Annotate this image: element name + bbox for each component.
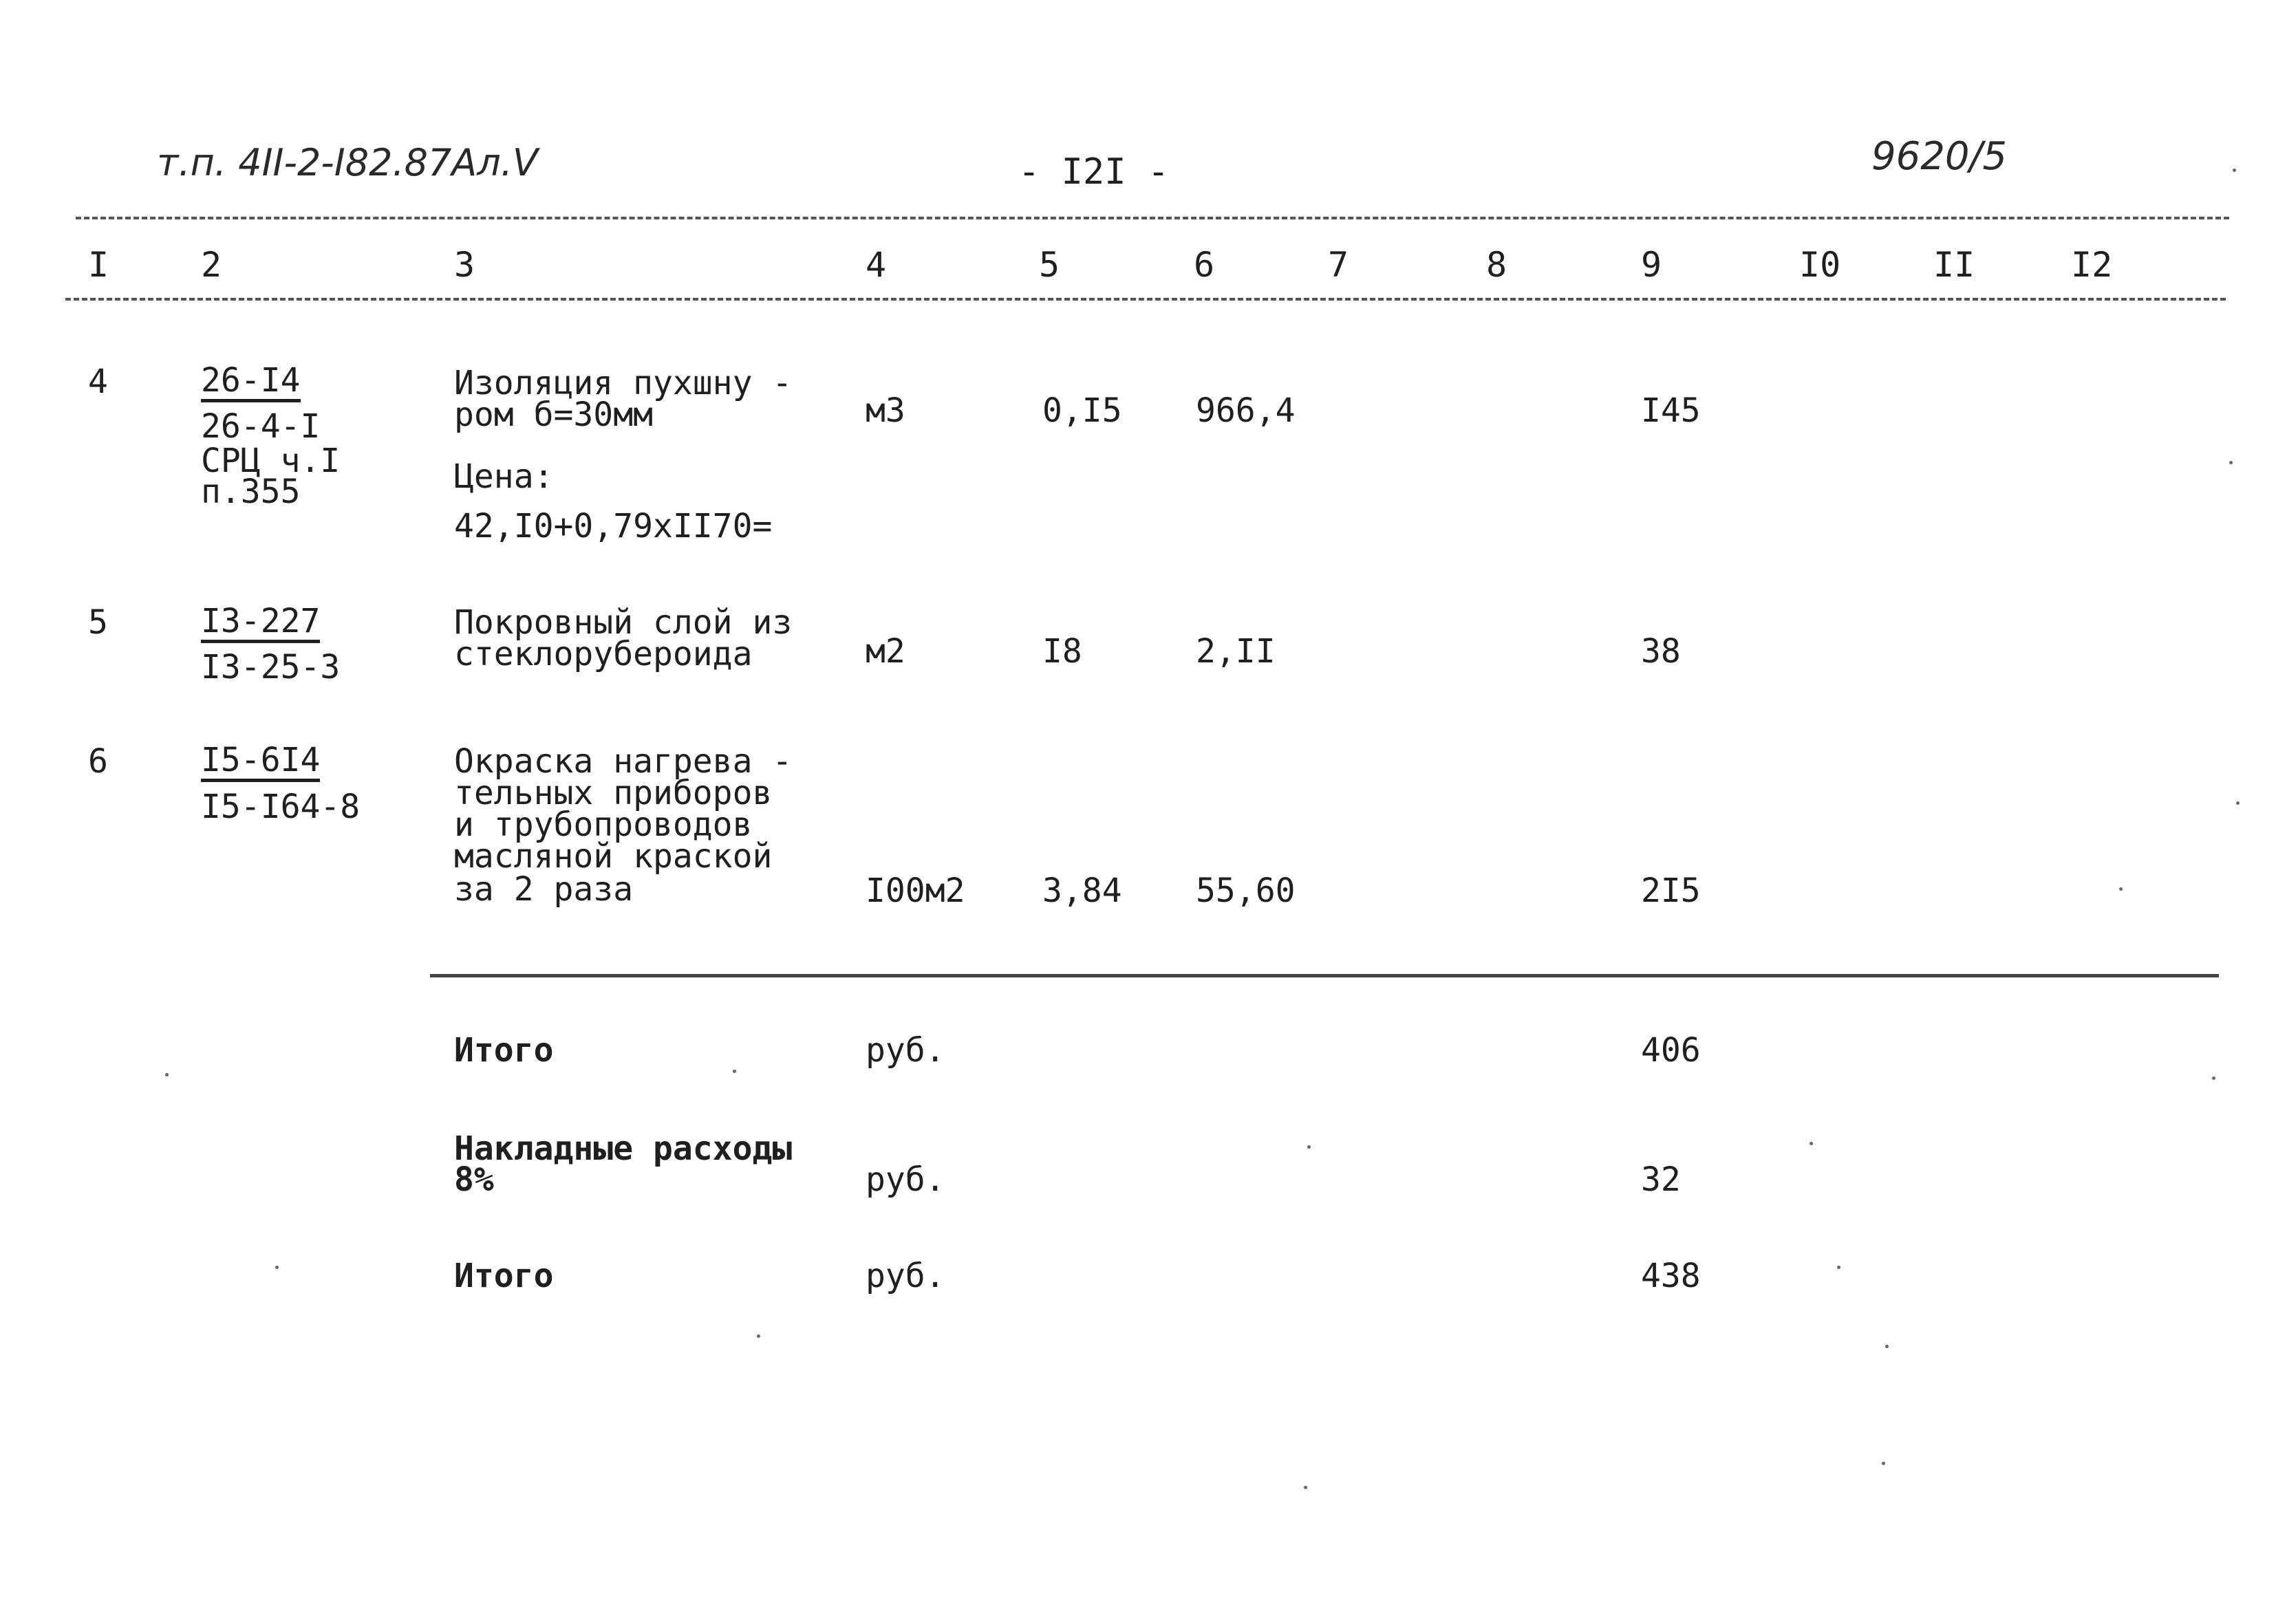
item-description-line: стеклорубероида xyxy=(454,635,753,673)
scan-speck xyxy=(1837,1266,1840,1269)
rate-reference-item: п.355 xyxy=(201,473,301,511)
column-header-8: 8 xyxy=(1486,245,1507,285)
column-header-1: I xyxy=(88,245,109,285)
totals-separator-rule xyxy=(430,974,2219,977)
item-description-line: ром б=30мм xyxy=(454,396,653,434)
summary-unit: руб. xyxy=(866,1257,945,1295)
header-bottom-rule xyxy=(65,298,2226,301)
row-number: 4 xyxy=(88,362,108,401)
scan-speck xyxy=(275,1266,279,1269)
item-description-line: за 2 раза xyxy=(454,870,634,909)
item-description-line: Изоляция пухшну - xyxy=(454,364,793,402)
quantity: 0,I5 xyxy=(1042,391,1122,430)
price-formula: 42,I0+0,79xII70= xyxy=(454,507,773,545)
item-description-line: тельных приборов xyxy=(454,774,773,812)
column-header-2: 2 xyxy=(201,245,222,285)
column-header-4: 4 xyxy=(866,245,887,285)
column-header-12: I2 xyxy=(2071,245,2113,285)
column-header-10: I0 xyxy=(1799,245,1841,285)
rate-code: I3-227 xyxy=(201,604,320,643)
quantity: I8 xyxy=(1042,632,1082,671)
total-cost: 2I5 xyxy=(1641,871,1701,910)
column-header-3: 3 xyxy=(454,245,475,285)
column-header-7: 7 xyxy=(1328,245,1349,285)
rate-code: 26-I4 xyxy=(201,363,301,402)
row-number: 5 xyxy=(88,603,108,642)
summary-label: Накладные расходы xyxy=(454,1129,793,1168)
document-code: т.п. 4II-2-I82.87Ал.V xyxy=(157,141,538,184)
column-header-5: 5 xyxy=(1039,245,1060,285)
total-cost: I45 xyxy=(1641,391,1701,430)
quantity: 3,84 xyxy=(1042,871,1122,910)
item-description-line: Покровный слой из xyxy=(454,603,793,642)
column-header-9: 9 xyxy=(1641,245,1662,285)
scan-speck xyxy=(1885,1345,1889,1348)
rate-code-secondary: I5-I64-8 xyxy=(201,788,361,826)
scan-speck xyxy=(757,1334,760,1338)
scan-speck xyxy=(1307,1145,1311,1149)
unit-price: 2,II xyxy=(1196,632,1276,671)
summary-label: Итого xyxy=(454,1031,554,1070)
scan-speck xyxy=(2233,169,2236,172)
row-number: 6 xyxy=(88,742,108,781)
unit: м2 xyxy=(866,632,905,671)
rate-code-secondary: I3-25-3 xyxy=(201,648,341,686)
summary-total: 406 xyxy=(1641,1031,1701,1070)
summary-unit: руб. xyxy=(866,1160,945,1199)
column-header-6: 6 xyxy=(1194,245,1215,285)
scan-speck xyxy=(733,1070,736,1073)
scan-speck xyxy=(1304,1486,1307,1489)
rate-reference: СРЦ ч.I xyxy=(201,442,341,480)
item-description-line: и трубопроводов xyxy=(454,805,753,844)
unit: I00м2 xyxy=(866,871,965,910)
scan-speck xyxy=(2119,887,2123,891)
price-label: Цена: xyxy=(454,457,554,496)
scan-speck xyxy=(1882,1462,1885,1465)
page-number: - I2I - xyxy=(1018,151,1170,193)
scan-speck xyxy=(2212,1076,2215,1080)
scan-speck xyxy=(2229,461,2233,464)
unit: м3 xyxy=(866,391,905,430)
item-description-line: Окраска нагрева - xyxy=(454,742,793,781)
header-top-rule xyxy=(76,217,2229,219)
total-cost: 38 xyxy=(1641,632,1681,671)
summary-total: 438 xyxy=(1641,1257,1701,1295)
scan-speck xyxy=(2236,801,2240,805)
sheet-reference: 9620/5 xyxy=(1871,134,2008,179)
scan-speck xyxy=(1810,1142,1813,1145)
column-header-11: II xyxy=(1933,245,1975,285)
summary-label-rate: 8% xyxy=(454,1160,494,1199)
summary-label: Итого xyxy=(454,1257,554,1295)
unit-price: 966,4 xyxy=(1196,391,1296,430)
rate-code: I5-6I4 xyxy=(201,743,320,782)
item-description-line: масляной краской xyxy=(454,837,773,876)
scan-speck xyxy=(165,1073,169,1076)
unit-price: 55,60 xyxy=(1196,871,1296,910)
summary-total: 32 xyxy=(1641,1160,1681,1199)
rate-code-secondary: 26-4-I xyxy=(201,407,321,446)
summary-unit: руб. xyxy=(866,1031,945,1070)
